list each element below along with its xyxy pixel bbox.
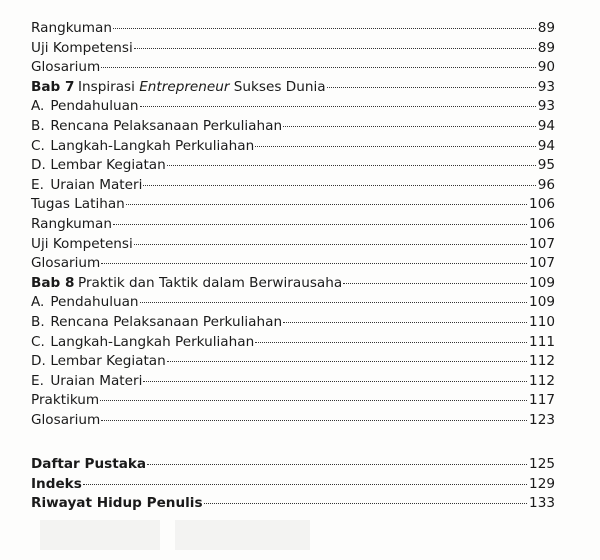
toc-entry-title [31, 313, 282, 333]
toc-entry-page: 90 [537, 59, 555, 76]
toc-entry-page: 107 [529, 235, 555, 252]
section-title: Langkah-Langkah Perkuliahan [50, 333, 255, 350]
toc-backmatter-entry[interactable] [31, 455, 555, 475]
section-letter: C. [31, 333, 45, 350]
section-letter: A. [31, 294, 45, 311]
dot-leader [283, 126, 536, 127]
toc-entry[interactable] [31, 137, 555, 157]
dot-leader [113, 224, 527, 225]
toc-entry[interactable] [31, 411, 555, 431]
toc-entry-title: Glosarium [31, 59, 101, 76]
toc-entry[interactable] [31, 372, 555, 392]
toc-chapter-entry[interactable] [31, 78, 555, 98]
toc-entry-page: 110 [529, 314, 555, 330]
toc-entry[interactable] [31, 352, 555, 372]
section-letter: E. [31, 372, 44, 389]
dot-leader [167, 165, 536, 166]
section-letter: B. [31, 314, 45, 330]
dot-leader [204, 503, 527, 504]
toc-entry-title [31, 137, 254, 157]
toc-entry-title: Riwayat Hidup Penulis [31, 495, 203, 512]
toc-entry[interactable] [31, 176, 555, 196]
section-letter: B. [31, 118, 45, 134]
chapter-label: Bab 7 [31, 78, 75, 95]
dot-leader [83, 484, 527, 485]
dot-leader [167, 361, 527, 362]
toc-backmatter-entry[interactable] [31, 475, 555, 495]
toc-entry-title: Rangkuman [31, 20, 112, 36]
dot-leader [101, 263, 527, 264]
toc-entry[interactable] [31, 313, 555, 333]
toc-entry-page: 106 [529, 216, 555, 232]
toc-entry[interactable] [31, 235, 555, 255]
toc-entry-page: 125 [529, 456, 555, 472]
toc-entry[interactable] [31, 97, 555, 117]
dot-leader [255, 342, 527, 343]
section-title: Uraian Materi [50, 372, 143, 389]
toc-entry-page: 129 [529, 475, 555, 492]
section-title: Pendahuluan [50, 98, 139, 115]
toc-entry-title [31, 117, 282, 137]
toc-entry[interactable] [31, 215, 555, 235]
dot-leader [140, 106, 536, 107]
toc-entry-page: 117 [529, 392, 555, 409]
chapter-title-italic: Entrepreneur [139, 78, 230, 95]
dot-leader [140, 302, 527, 303]
section-title: Lembar Kegiatan [50, 353, 166, 370]
toc-entry-page: 89 [537, 20, 555, 36]
toc-entry-title [31, 176, 142, 196]
toc-chapter-entry[interactable] [31, 274, 555, 294]
toc-entry-title [31, 293, 139, 313]
section-letter: A. [31, 98, 45, 115]
toc-entry-page: 109 [529, 294, 555, 311]
toc-entry-page: 96 [537, 176, 555, 193]
section-letter: E. [31, 176, 44, 193]
toc-entry-page: 107 [529, 255, 555, 272]
dot-leader [343, 283, 527, 284]
toc-entry[interactable] [31, 254, 555, 274]
dot-leader [101, 420, 527, 421]
toc-entry-title [31, 156, 166, 176]
toc-entry[interactable] [31, 19, 555, 39]
section-title: Rencana Pelaksanaan Perkuliahan [50, 118, 283, 134]
toc-entry-page: 109 [529, 274, 555, 291]
toc-entry[interactable] [31, 293, 555, 313]
toc-entry-page: 93 [537, 98, 555, 115]
toc-entry-title: Daftar Pustaka [31, 456, 147, 472]
section-letter: D. [31, 353, 46, 370]
chapter-title-post: Sukses Dunia [229, 78, 326, 95]
toc-entry-title: Glosarium [31, 412, 101, 428]
section-letter: D. [31, 157, 46, 174]
toc-entry-page: 106 [529, 196, 555, 213]
toc-entry-page: 133 [529, 495, 555, 512]
dot-leader [143, 185, 535, 186]
toc-entry[interactable] [31, 391, 555, 411]
dot-leader [134, 48, 536, 49]
dot-leader [126, 204, 527, 205]
toc-entry-page: 94 [537, 137, 555, 154]
toc-entry-page: 93 [537, 78, 555, 95]
toc-entry[interactable] [31, 195, 555, 215]
dot-leader [100, 400, 527, 401]
section-letter: C. [31, 137, 45, 154]
toc-entry[interactable] [31, 58, 555, 78]
toc-entry[interactable] [31, 117, 555, 137]
toc-entry-title: Indeks [31, 475, 82, 492]
toc-entry[interactable] [31, 333, 555, 353]
bleed-through-shadow [40, 520, 340, 550]
dot-leader [101, 67, 535, 68]
dot-leader [283, 322, 527, 323]
dot-leader [327, 87, 536, 88]
toc-entry-page: 112 [529, 372, 555, 389]
dot-leader [113, 28, 536, 29]
dot-leader [134, 244, 527, 245]
toc-backmatter-entry[interactable] [31, 494, 555, 514]
toc-entry-title [31, 372, 142, 392]
toc-entry-title [31, 352, 166, 372]
toc-entry-page: 123 [529, 412, 555, 428]
section-title: Uraian Materi [50, 176, 143, 193]
toc-entry-title: Glosarium [31, 255, 101, 272]
toc-entry-page: 112 [529, 353, 555, 370]
toc-entry-title: Rangkuman [31, 216, 112, 232]
chapter-title-pre: Inspirasi [78, 78, 140, 95]
chapter-heading [31, 274, 342, 294]
chapter-title: Praktik dan Taktik dalam Berwirausaha [78, 274, 343, 291]
chapter-heading [31, 78, 326, 98]
toc-entry-page: 89 [537, 39, 555, 56]
dot-leader [255, 146, 536, 147]
toc-entry-title: Uji Kompetensi [31, 39, 133, 56]
toc-entry-page: 94 [537, 118, 555, 134]
dot-leader [143, 381, 527, 382]
toc-entry-page: 95 [537, 157, 555, 174]
toc-entry-title: Tugas Latihan [31, 196, 125, 213]
toc-entry-page: 111 [529, 333, 555, 350]
toc-entry-title [31, 333, 254, 353]
section-title: Pendahuluan [50, 294, 139, 311]
toc-entry-title: Praktikum [31, 392, 100, 409]
section-title: Lembar Kegiatan [50, 157, 166, 174]
section-title: Langkah-Langkah Perkuliahan [50, 137, 255, 154]
toc-entry-title [31, 97, 139, 117]
section-title: Rencana Pelaksanaan Perkuliahan [50, 314, 283, 330]
toc-entry[interactable] [31, 156, 555, 176]
toc-entry[interactable] [31, 39, 555, 59]
toc-entry-title: Uji Kompetensi [31, 235, 133, 252]
dot-leader [147, 464, 527, 465]
chapter-label: Bab 8 [31, 274, 75, 291]
